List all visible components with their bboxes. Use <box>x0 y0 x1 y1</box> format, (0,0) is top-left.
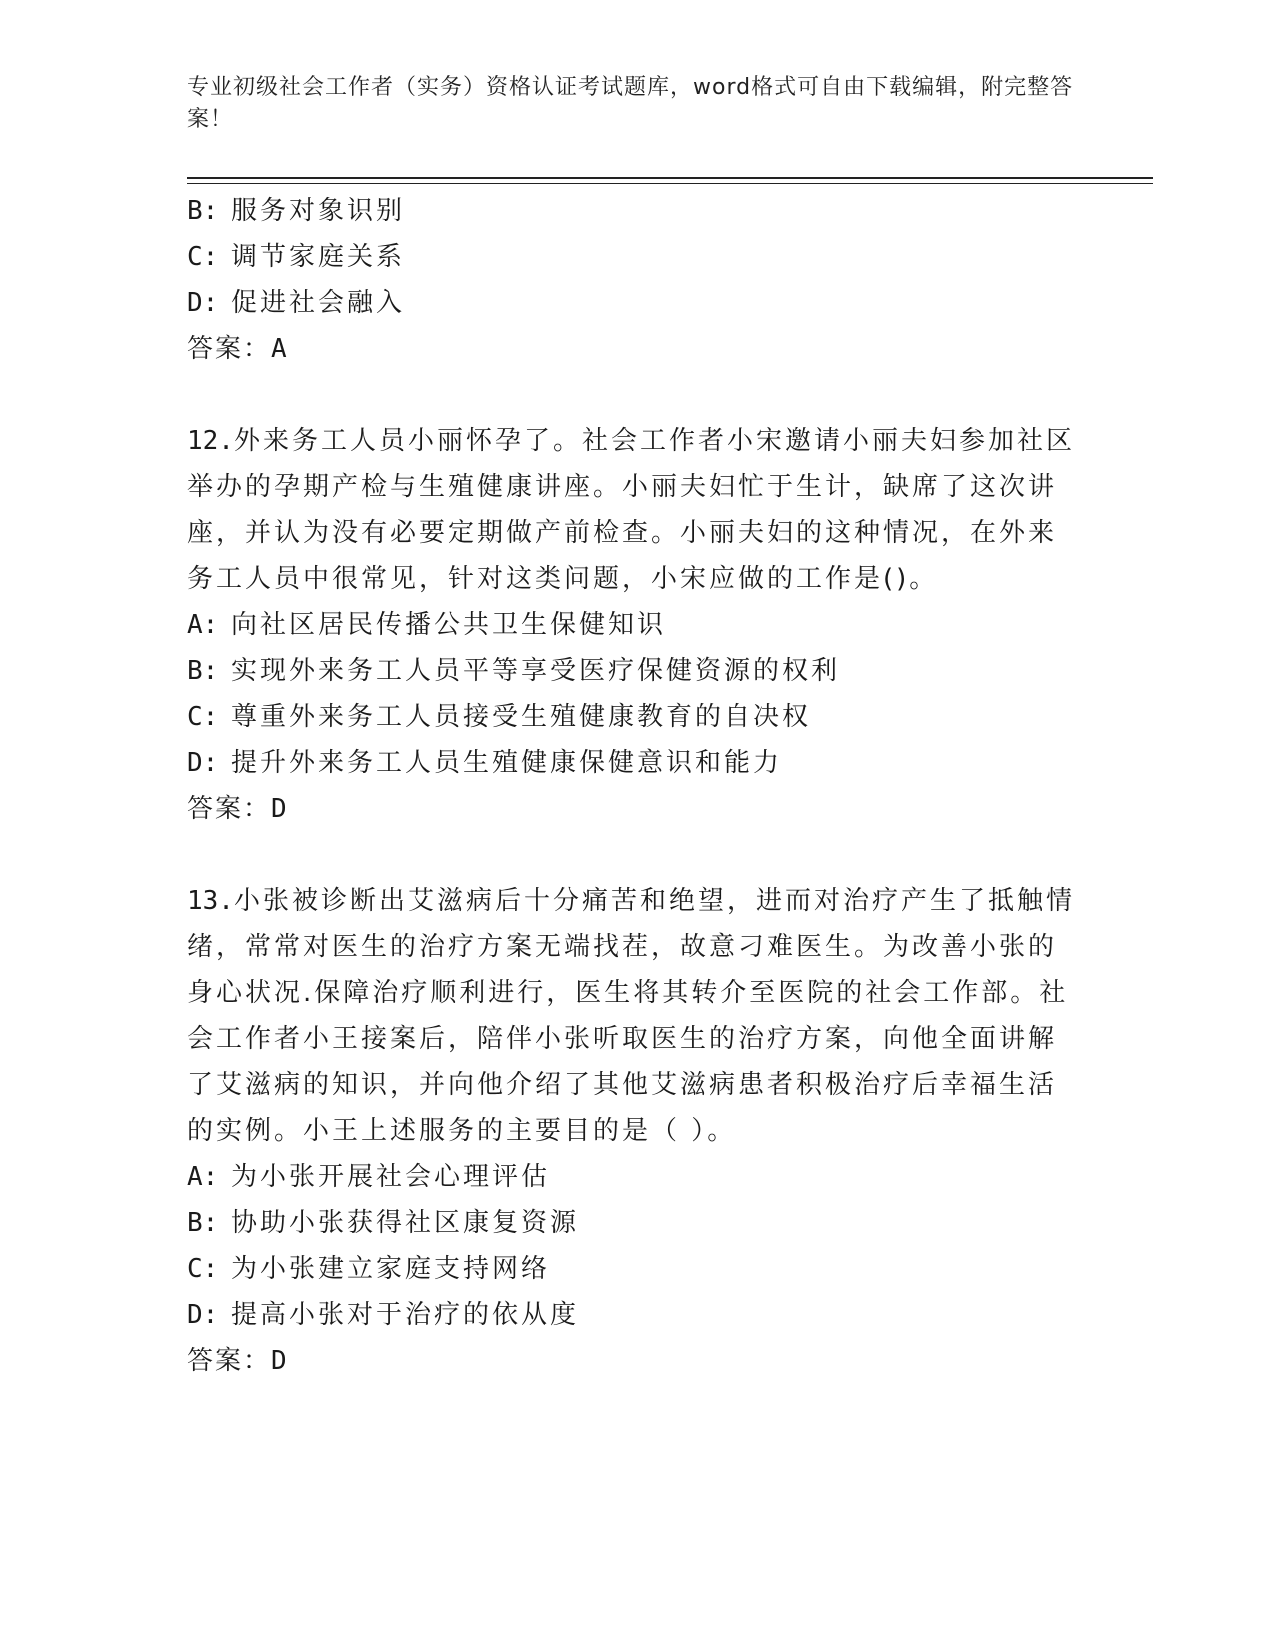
header-divider-thin <box>187 183 1153 184</box>
question-12 <box>187 418 1077 832</box>
question-13 <box>187 878 1077 1384</box>
option-prefix: B: <box>187 1208 219 1238</box>
option-prefix: A: <box>187 610 219 640</box>
option-text: 调节家庭关系 <box>231 242 406 272</box>
option-prefix: B: <box>187 196 219 226</box>
option-text: 为小张建立家庭支持网络 <box>231 1254 551 1284</box>
answer-label: 答案： <box>187 334 272 364</box>
question-text: 小张被诊断出艾滋病后十分痛苦和绝望，进而对治疗产生了抵触情绪，常常对医生的治疗方案无端找茬，故意刁难医生。为改善小张的身心状况.保障治疗顺利进行，医生将其转介至医院的社会工作部。社会工作者小王接案后，陪伴小张听取医生的治疗方案，向他全面讲解了艾滋病的知识，并向他介绍了其他艾滋病患者积极治疗后幸福生活的实例。小王上述服务的主要目的是（ ）。 <box>187 886 1075 1146</box>
question-stem <box>187 418 1077 602</box>
answer-label: 答案： <box>187 1346 272 1376</box>
answer-line <box>187 326 1077 372</box>
document-body <box>187 188 1077 1384</box>
option-prefix: C: <box>187 702 219 732</box>
option-text: 为小张开展社会心理评估 <box>231 1162 551 1192</box>
option-prefix: C: <box>187 242 219 272</box>
question-number: 13. <box>187 886 234 916</box>
page-header: 专业初级社会工作者（实务）资格认证考试题库，word格式可自由下载编辑，附完整答案！ <box>187 75 1074 132</box>
question-number: 12. <box>187 426 234 456</box>
option-c <box>187 694 1077 740</box>
option-d <box>187 280 1077 326</box>
option-c <box>187 1246 1077 1292</box>
option-text: 提高小张对于治疗的依从度 <box>231 1300 580 1330</box>
option-text: 服务对象识别 <box>231 196 406 226</box>
option-prefix: D: <box>187 1300 219 1330</box>
option-a <box>187 602 1077 648</box>
option-prefix: D: <box>187 748 219 778</box>
answer-value: D <box>271 794 287 824</box>
question-text: 外来务工人员小丽怀孕了。社会工作者小宋邀请小丽夫妇参加社区举办的孕期产检与生殖健康讲座。小丽夫妇忙于生计，缺席了这次讲座，并认为没有必要定期做产前检查。小丽夫妇的这种情况，在外来务工人员中很常见，针对这类问题，小宋应做的工作是()。 <box>187 426 1075 594</box>
answer-line <box>187 1338 1077 1384</box>
option-a <box>187 1154 1077 1200</box>
option-prefix: D: <box>187 288 219 318</box>
option-b <box>187 188 1077 234</box>
spacer <box>187 832 1077 878</box>
spacer <box>187 372 1077 418</box>
option-text: 协助小张获得社区康复资源 <box>231 1208 580 1238</box>
option-text: 提升外来务工人员生殖健康保健意识和能力 <box>231 748 783 778</box>
option-prefix: A: <box>187 1162 219 1192</box>
option-prefix: B: <box>187 656 219 686</box>
option-d <box>187 740 1077 786</box>
option-c <box>187 234 1077 280</box>
header-divider-thick <box>187 177 1153 179</box>
option-b <box>187 648 1077 694</box>
option-text: 向社区居民传播公共卫生保健知识 <box>231 610 667 640</box>
option-d <box>187 1292 1077 1338</box>
answer-value: A <box>271 334 287 364</box>
answer-value: D <box>271 1346 287 1376</box>
option-text: 促进社会融入 <box>231 288 406 318</box>
question-11-continuation <box>187 188 1077 372</box>
option-prefix: C: <box>187 1254 219 1284</box>
question-stem <box>187 878 1077 1154</box>
option-text: 实现外来务工人员平等享受医疗保健资源的权利 <box>231 656 841 686</box>
option-text: 尊重外来务工人员接受生殖健康教育的自决权 <box>231 702 812 732</box>
option-b <box>187 1200 1077 1246</box>
answer-label: 答案： <box>187 794 272 824</box>
answer-line <box>187 786 1077 832</box>
